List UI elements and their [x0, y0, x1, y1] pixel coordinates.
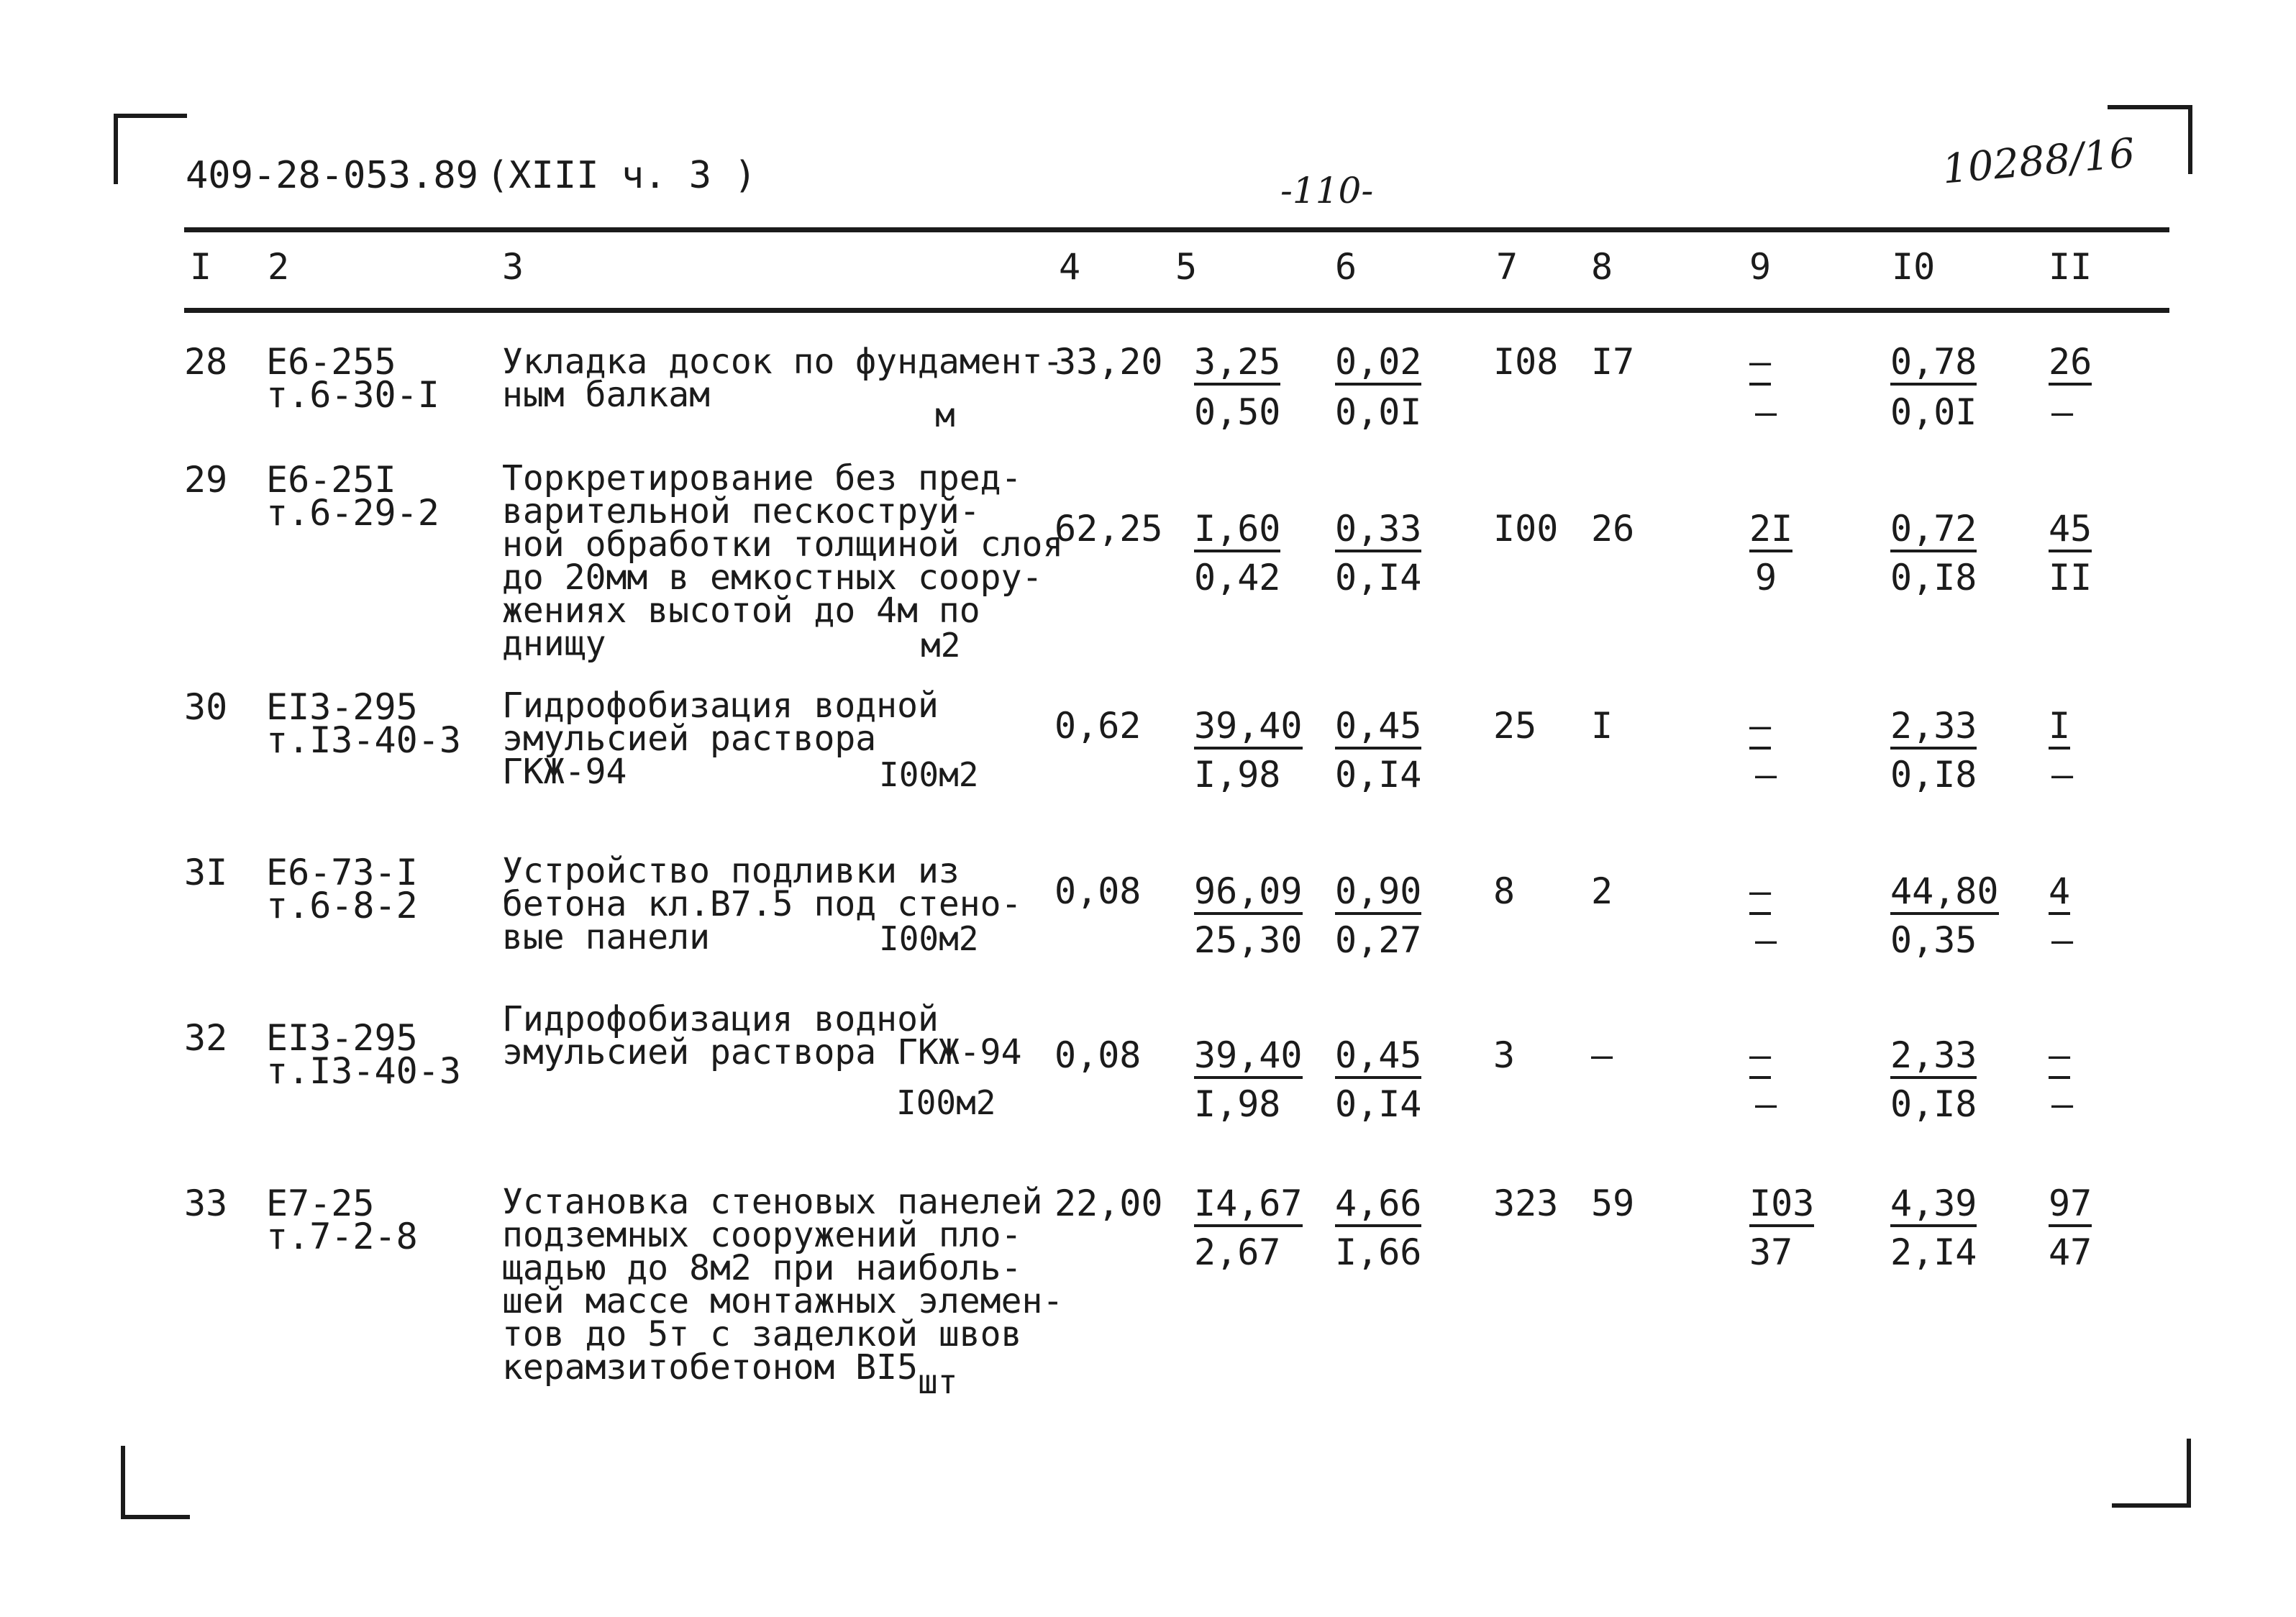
norm-code: ЕI3-295 — [266, 1017, 418, 1059]
row-number: 33 — [184, 1183, 228, 1224]
unit-cost-total: 3,25 — [1194, 344, 1280, 386]
labour-unit-machinist: 0,35 — [1890, 919, 1977, 961]
machine-wages: 0,I4 — [1335, 1083, 1422, 1125]
work-description: Гидрофобизация водной эмульсией раствора ГКЖ-94 — [502, 999, 1022, 1072]
column-header: 4 — [1059, 246, 1081, 288]
row-number: 32 — [184, 1017, 228, 1059]
machine-wages: I,66 — [1335, 1231, 1422, 1273]
unit-cost-wages: 0,42 — [1194, 557, 1281, 598]
norm-code: ЕI3-295 — [266, 686, 418, 728]
corner-mark-top-left — [114, 114, 187, 184]
machine-cost: 0,90 — [1335, 873, 1421, 915]
quantity: 33,20 — [1054, 341, 1163, 383]
corner-mark-bottom-left — [121, 1446, 190, 1519]
machine-total-wages: – — [1755, 1083, 1777, 1125]
unit-cost-total: 39,40 — [1194, 1037, 1303, 1079]
quantity: 0,62 — [1054, 705, 1142, 747]
labour-total: I — [2049, 708, 2070, 750]
total-cost: I00 — [1493, 508, 1559, 550]
row-number: 28 — [184, 341, 228, 383]
labour-total: 97 — [2049, 1185, 2092, 1227]
machine-total-wages: – — [1755, 919, 1777, 961]
labour-unit-machinist: 2,I4 — [1890, 1231, 1977, 1273]
norm-code: Е7-25 — [266, 1183, 375, 1224]
labour-total: – — [2049, 1037, 2070, 1079]
labour-unit: 0,72 — [1890, 511, 1977, 552]
machine-total: I03 — [1749, 1185, 1814, 1227]
work-description: Укладка досок по фундамент- ным балкам — [502, 342, 1064, 415]
labour-unit-machinist: 0,I8 — [1890, 1083, 1977, 1125]
labour-total: 26 — [2049, 344, 2092, 386]
unit-cost-total: I,60 — [1194, 511, 1280, 552]
work-description: Установка стеновых панелей подземных сооружений пло- щадью до 8м2 при наиболь- шей массе монтажных элемен- тов до 5т с заделкой швов керамзитобетоном ВI5 — [502, 1182, 1064, 1388]
unit-cost-wages: I,98 — [1194, 754, 1281, 796]
labour-unit: 2,33 — [1890, 708, 1977, 750]
norm-table-ref: т.6-30-I — [266, 374, 439, 416]
quantity: 0,08 — [1054, 870, 1142, 912]
labour-total-machinist: 47 — [2049, 1231, 2092, 1273]
unit-of-measure: I00м2 — [879, 919, 979, 958]
row-number: 3I — [184, 852, 228, 893]
column-header: 6 — [1335, 246, 1357, 288]
labour-total: 4 — [2049, 873, 2070, 915]
column-header: 2 — [268, 246, 290, 288]
machine-total-wages: – — [1755, 391, 1777, 433]
norm-table-ref: т.7-2-8 — [266, 1216, 418, 1257]
labour-unit: 0,78 — [1890, 344, 1977, 386]
unit-of-measure: м2 — [921, 626, 961, 665]
column-header: II — [2049, 246, 2092, 288]
unit-of-measure: I00м2 — [879, 755, 979, 794]
row-number: 29 — [184, 459, 228, 501]
total-wages: I — [1591, 705, 1613, 747]
machine-cost: 0,33 — [1335, 511, 1421, 552]
norm-table-ref: т.I3-40-3 — [266, 719, 461, 761]
document-code: 409-28-053.89 — [186, 154, 478, 197]
machine-total: 2I — [1749, 511, 1792, 552]
table-top-rule — [184, 227, 2169, 232]
document-section: (XIII ч. 3 ) — [486, 154, 757, 197]
labour-total: 45 — [2049, 511, 2092, 552]
machine-cost: 0,45 — [1335, 708, 1421, 750]
work-description: Торкретирование без пред- варительной пескоструй- ной обработки толщиной слоя до 20мм в емкостных соору- жениях высотой до 4м по днищу — [502, 458, 1064, 664]
column-header: 3 — [502, 246, 524, 288]
total-wages: – — [1591, 1034, 1613, 1076]
machine-total: – — [1749, 708, 1771, 750]
labour-unit: 44,80 — [1890, 873, 1999, 915]
unit-of-measure: I00м2 — [896, 1083, 996, 1122]
unit-cost-total: 96,09 — [1194, 873, 1303, 915]
column-header: 7 — [1496, 246, 1518, 288]
column-header: I0 — [1892, 246, 1936, 288]
machine-wages: 0,0I — [1335, 391, 1422, 433]
total-cost: 3 — [1493, 1034, 1516, 1076]
work-description: Устройство подливки из бетона кл.В7.5 под стено- вые панели — [502, 851, 1022, 957]
norm-code: Е6-73-I — [266, 852, 418, 893]
machine-total: – — [1749, 344, 1771, 386]
unit-cost-total: 39,40 — [1194, 708, 1303, 750]
unit-cost-wages: 0,50 — [1194, 391, 1281, 433]
labour-unit-machinist: 0,I8 — [1890, 754, 1977, 796]
machine-cost: 0,45 — [1335, 1037, 1421, 1079]
unit-of-measure: м — [935, 396, 955, 434]
machine-cost: 4,66 — [1335, 1185, 1421, 1227]
machine-wages: 0,I4 — [1335, 754, 1422, 796]
unit-cost-wages: 2,67 — [1194, 1231, 1281, 1273]
labour-total-machinist: – — [2051, 1083, 2074, 1125]
unit-cost-wages: 25,30 — [1194, 919, 1303, 961]
unit-cost-total: I4,67 — [1194, 1185, 1303, 1227]
machine-total: – — [1749, 1037, 1771, 1079]
norm-code: Е6-255 — [266, 341, 396, 383]
total-wages: I7 — [1591, 341, 1635, 383]
column-header: 8 — [1591, 246, 1613, 288]
machine-cost: 0,02 — [1335, 344, 1421, 386]
labour-total-machinist: – — [2051, 391, 2074, 433]
total-wages: 2 — [1591, 870, 1613, 912]
row-number: 30 — [184, 686, 228, 728]
total-cost: I08 — [1493, 341, 1559, 383]
norm-table-ref: т.6-29-2 — [266, 492, 439, 534]
column-header: I — [190, 246, 212, 288]
labour-unit: 2,33 — [1890, 1037, 1977, 1079]
machine-total-wages: 37 — [1749, 1231, 1793, 1273]
unit-of-measure: шт — [918, 1362, 958, 1401]
norm-table-ref: т.6-8-2 — [266, 885, 418, 926]
labour-total-machinist: II — [2049, 557, 2092, 598]
quantity: 0,08 — [1054, 1034, 1142, 1076]
labour-total-machinist: – — [2051, 754, 2074, 796]
total-cost: 8 — [1493, 870, 1516, 912]
machine-total-wages: – — [1755, 754, 1777, 796]
machine-wages: 0,27 — [1335, 919, 1422, 961]
quantity: 22,00 — [1054, 1183, 1163, 1224]
column-header: 9 — [1749, 246, 1772, 288]
machine-total: – — [1749, 873, 1771, 915]
machine-wages: 0,I4 — [1335, 557, 1422, 598]
table-header-rule — [184, 308, 2169, 313]
norm-table-ref: т.I3-40-3 — [266, 1050, 461, 1092]
machine-total-wages: 9 — [1755, 557, 1777, 598]
labour-unit: 4,39 — [1890, 1185, 1977, 1227]
norm-code: Е6-25I — [266, 459, 396, 501]
unit-cost-wages: I,98 — [1194, 1083, 1281, 1125]
total-wages: 59 — [1591, 1183, 1635, 1224]
total-cost: 323 — [1493, 1183, 1559, 1224]
inventory-number: 10288/16 — [1940, 129, 2137, 193]
labour-unit-machinist: 0,0I — [1890, 391, 1977, 433]
page-number: -110- — [1280, 170, 1374, 211]
corner-mark-bottom-right — [2112, 1439, 2191, 1508]
quantity: 62,25 — [1054, 508, 1163, 550]
labour-unit-machinist: 0,I8 — [1890, 557, 1977, 598]
total-cost: 25 — [1493, 705, 1537, 747]
work-description: Гидрофобизация водной эмульсией раствора ГКЖ-94 — [502, 685, 939, 792]
total-wages: 26 — [1591, 508, 1635, 550]
column-header: 5 — [1175, 246, 1198, 288]
labour-total-machinist: – — [2051, 919, 2074, 961]
